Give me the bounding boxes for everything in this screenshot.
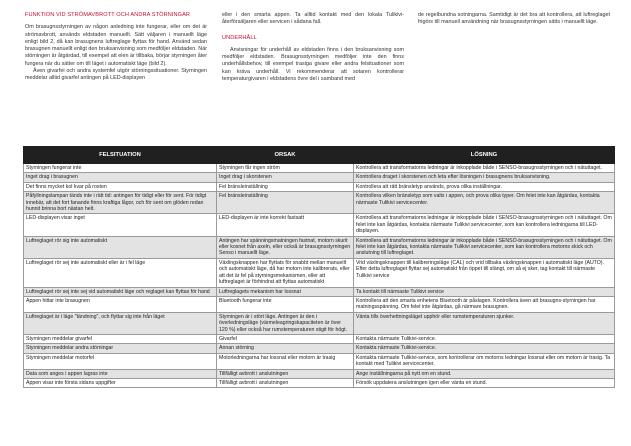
cell-cause: Fel bränsleinställning	[217, 192, 354, 214]
cell-solution: Kontakta närmaste Tulikivi-service, som kontrollerar om motorns ledningar lossnat eller om motorn är trasig. Ta kontakt med Tulikivi servicecenter.	[354, 353, 615, 369]
cell-cause: Motorledningarna har lossnat eller motorn är trasig	[217, 353, 354, 369]
cell-solution: Kontrollera att transformatorns ledningar är inkopplade både i SENSO-brasugnsstyrningen och i nätuttaget. Om felet inte kan åtgärdas, kontakta närmaste Tulikivi servicecenter, som kan kontrollera motorns skick och anslutning till luftreglaget.	[354, 236, 615, 258]
section-heading-power-failure: FUNKTION VID STRÖMAVBROTT OCH ANDRA STÖRNINGAR	[25, 12, 191, 18]
text-column-3	[418, 12, 610, 27]
cell-solution: Försök uppdatera anslutningen igen eller vänta en stund.	[354, 378, 615, 387]
cell-solution: Kontrollera att transformatorns ledningar är inkopplade både i SENSO-brasugnsstyrningen och i nätuttaget. Om felet inte kan åtgärdas, kontakta närmaste Tulikivi servicecenter, som kan kontrollera ledningarna till LED-displayen.	[354, 214, 615, 236]
troubleshooting-table	[23, 146, 615, 388]
cell-fault: Luftreglaget rör sig inte automatiskt	[24, 236, 217, 258]
cell-fault: Det finns mycket kol kvar på rosten	[24, 182, 217, 191]
cell-cause: Antingen har spänningsmatningen fastnat, motorn skurit eller kosnet från axeln, eller också är brasugnsstyrningen Senso i manuellt läge.	[217, 236, 354, 258]
cell-solution: Ange inställningarna på nytt om en stund.	[354, 369, 615, 378]
table-row	[24, 173, 615, 182]
cell-solution: Ta kontakt till närmaste Tulikivi service	[354, 287, 615, 296]
cell-fault: Appen visar inte första sidans uppgifter	[24, 378, 217, 387]
table-header-row	[24, 147, 615, 164]
table-body	[24, 164, 615, 388]
paragraph: eller i den smarta appen. Ta alltid kontakt med den lokala Tulikivi-återförsäljaren eller servicen i sådana fall.	[222, 12, 404, 26]
cell-solution: Kontrollera att rätt bränsletyp används, prova olika inställningar.	[354, 182, 615, 191]
cell-fault: Styrningen meddelar andra störningar	[24, 344, 217, 353]
cell-cause: Luftreglagets mekanism har lossnat	[217, 287, 354, 296]
table-row	[24, 182, 615, 191]
cell-fault: Påfyllningslampan tänds inte i rätt tid: antingen för tidigt eller för sent. För tidigt innebär, att det fort fanande finns kraftiga lågor, och för sent om glöden redan hunnit brinna bort nästan helt.	[24, 192, 217, 214]
cell-fault: Inget drag i brasugnen	[24, 173, 217, 182]
cell-solution: Kontakta närmaste Tulikivi-service.	[354, 334, 615, 343]
table-row	[24, 164, 615, 173]
table-row	[24, 344, 615, 353]
table-row	[24, 296, 615, 312]
cell-fault: Styrningen meddelar motorfel	[24, 353, 217, 369]
cell-cause: Fel bränsleinställning	[217, 182, 354, 191]
table-row	[24, 334, 615, 343]
table-row	[24, 378, 615, 387]
cell-cause: Inget drag i skorstenen	[217, 173, 354, 182]
cell-solution: Kontrollera att transformatorns ledningar är inkopplade både i SENSO-brasugnsstyrningen och i nätuttaget.	[354, 164, 615, 173]
cell-solution: Kontrollera draget i skorstenen och leta efter lösningen i brasugnens bruksanvisning.	[354, 173, 615, 182]
cell-cause: Styrningen är i stört läge. Antingen är den i överledningsläge (värmeleagringskapaciteten är över 120 %) eller också har rumstemperaturen stigit för högt.	[217, 312, 354, 334]
table-row	[24, 258, 615, 287]
section-heading-maintenance: UNDERHÅLL	[222, 34, 257, 41]
cell-fault: Luftreglaget rör sej inte automatiskt eller är i fel läge	[24, 258, 217, 287]
text-column-2	[222, 12, 404, 83]
column-header-solution: LÖSNING	[354, 147, 615, 164]
table-row	[24, 312, 615, 334]
cell-fault: Data som anges i appen lagras inte	[24, 369, 217, 378]
table-row	[24, 369, 615, 378]
paragraph: Även givarfel och andra systemfel utgör störningssituationer. Styrningen meddelar alltid givarfel antingen på LED-displayen	[25, 68, 207, 82]
cell-solution: Kontakta närmaste Tulikivi-service.	[354, 344, 615, 353]
cell-cause: Annan störning	[217, 344, 354, 353]
cell-solution: Vrid växlingsknappen till kalibreringsläge (CAL) och vrid tillbaka växlingsknappen i automatiskt läge (AUTO). Efter detta luftreglaget flyttar sej automatiskt från öppet till stängt, om så ej sker, tag kontakt till närmaste Tulikivi service	[354, 258, 615, 287]
cell-fault: Luftreglaget är i läge "tändning", och flyttar sig inte från läget	[24, 312, 217, 334]
cell-cause: Styrningen får ingen ström	[217, 164, 354, 173]
cell-fault: Styrningen meddelar givarfel	[24, 334, 217, 343]
cell-solution: Vänta tills överhettningsläget upphör eller rumstemperaturen sjunker.	[354, 312, 615, 334]
cell-solution: Kontrollera vilken bränsletyp som valts i appen, och prova olika typer. Om felet inte kan åtgärdas, kontakta närmaste Tulikivi servicecenter.	[354, 192, 615, 214]
table-row	[24, 353, 615, 369]
table-row	[24, 214, 615, 236]
column-header-cause: ORSAK	[217, 147, 354, 164]
cell-cause: LED-displayen är inte korrekt fastsatt	[217, 214, 354, 236]
column-header-fault: FELSITUATION	[24, 147, 217, 164]
cell-fault: Styrningen fungerar inte	[24, 164, 217, 173]
table-row	[24, 236, 615, 258]
cell-fault: Appen hittar inte brasugnen	[24, 296, 217, 312]
paragraph: Anvisningar för underhåll av eldstaden finns i den bruksanvisning som medföljer eldstaden. Brasugnsstyrningen medföljer inte den finns underhållsbehov, till exempel trasiga givare eller andra felsituationer som kan kräva underhåll. Vi rekommenderar att sotaren kontrollerar temperaturgivaren i eldstadens övre del i samband med	[222, 46, 404, 83]
cell-solution: Kontrollera att den smarta enhetens Bluetooth är påslagen. Kontrollera även att brasugns-styrningen har matningsspänning. Om felet inte åtgärdas, gå närmare brasugnen.	[354, 296, 615, 312]
cell-cause: Bluetooth fungerar inte	[217, 296, 354, 312]
cell-cause: Givarfel	[217, 334, 354, 343]
cell-fault: Luftreglaget rör sej inte sej vid automatiskt läge och reglaget kan flyttas för hand	[24, 287, 217, 296]
intro-text-columns	[25, 12, 610, 142]
paragraph: de regelbundna sotningarna. Samtidigt är det bra att kontrollera, att luftreglaget frigörs till manuell användning när brasugnsstyrningen sätts i manuellt läge.	[418, 12, 610, 26]
cell-cause: Tillfälligt avbrott i anslutningen	[217, 369, 354, 378]
cell-cause: Tillfälligt avbrott i anslutningen	[217, 378, 354, 387]
paragraph: Om brasugnsstyrningen av någon anledning inte fungerar, eller om det är strömavbrott, används eldstaden manuellt. Sätt väljaren i manuellt läge enligt bild 2, då kan brasugnens luftreglage flyttas för hand. Använd sedan brasugnen manuellt enligt den bruksanvisning som medföljer eldstaden. När störningen är åtgärdad, till exempel att elen är tillbaka, börjar styrningen åter fungera när du sätter om till läget i automatiskt läge (bild 2).	[25, 24, 207, 67]
text-column-1	[25, 12, 207, 83]
cell-cause: Växlingsknappen har flyttats för snabbt mellan manuellt och automatiskt läge, då har motorn inte kalibrerats, eller att det är fel på styrningsmekanismen, eller att luftreglaget är förhindrat att flyttas automatiskt	[217, 258, 354, 287]
cell-fault: LED-displayen visar inget	[24, 214, 217, 236]
table-row	[24, 192, 615, 214]
table-row	[24, 287, 615, 296]
